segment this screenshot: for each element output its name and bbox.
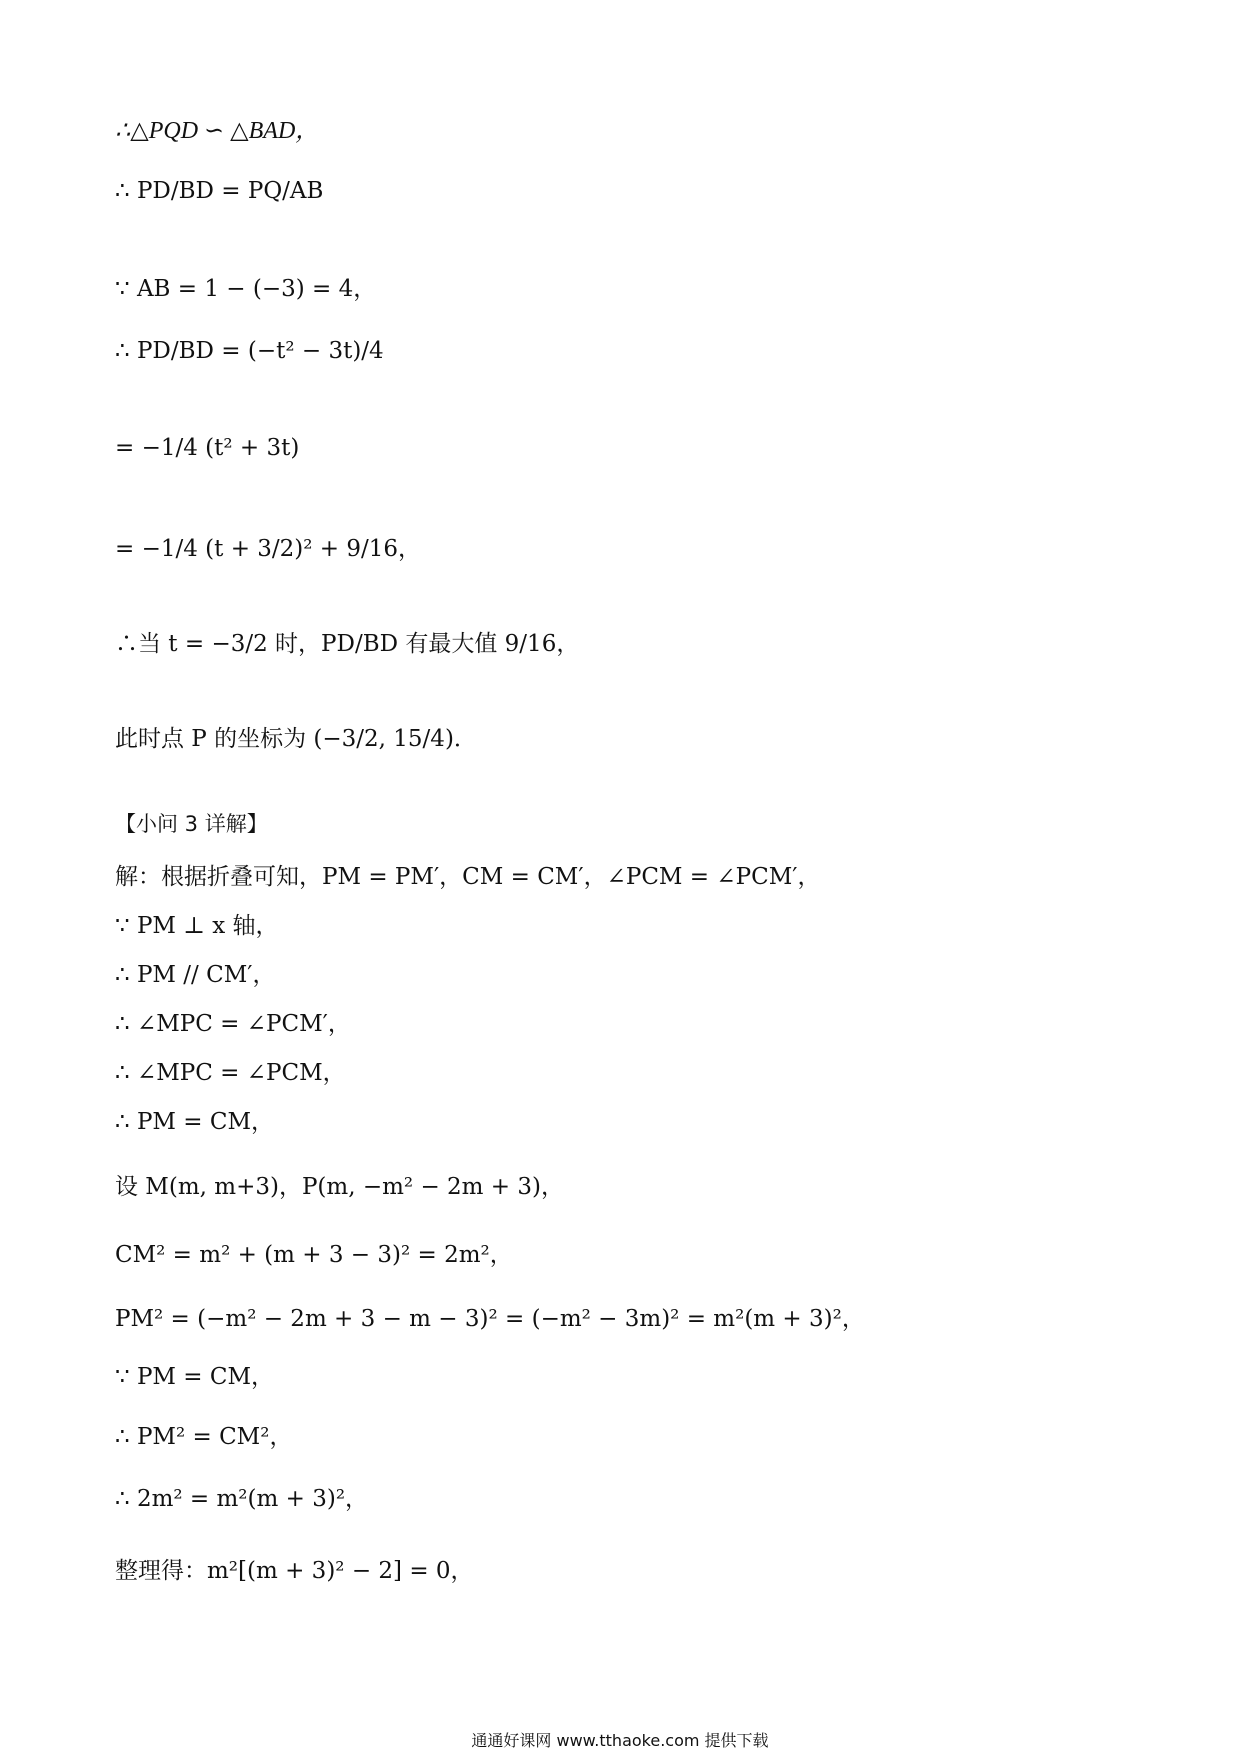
line-10: ∵ PM ⊥ x 轴， (115, 913, 279, 939)
line-9: 解：根据折叠可知，PM = PM′，CM = CM′，∠PCM = ∠PCM′， (115, 864, 821, 890)
line-7: 此时点 P 的坐标为 (−3/2, 15/4)． (115, 726, 477, 752)
line-18: ∵ PM = CM， (115, 1364, 275, 1390)
line-14: ∴ PM = CM， (115, 1109, 275, 1135)
line-3: ∴ PD/BD = (−t² − 3t)/4 (115, 338, 384, 364)
line-20: ∴ 2m² = m²(m + 3)²， (115, 1486, 369, 1512)
line-1: ∴ PD/BD = PQ/AB (115, 178, 324, 204)
math-expression: ∴△PQD ∽ △BAD， (115, 118, 320, 144)
line-19: ∴ PM² = CM²， (115, 1424, 293, 1450)
line-15: 设 M(m, m+3)，P(m, −m² − 2m + 3)， (115, 1174, 564, 1200)
line-17: PM² = (−m² − 2m + 3 − m − 3)² = (−m² − 3m)² = m²(m + 3)²， (115, 1306, 865, 1332)
line-4: = −1/4 (t² + 3t) (115, 435, 300, 461)
line-0 (115, 110, 319, 145)
line-16: CM² = m² + (m + 3 − 3)² = 2m²， (115, 1242, 513, 1268)
line-5: = −1/4 (t + 3/2)² + 9/16， (115, 536, 422, 562)
line-13: ∴ ∠MPC = ∠PCM， (115, 1060, 346, 1086)
footer-watermark: 通通好课网 www.tthaoke.com 提供下载 (471, 1731, 769, 1750)
line-2: ∵ AB = 1 − (−3) = 4， (115, 276, 377, 302)
section-heading: 【小问 3 详解】 (115, 812, 268, 836)
line-12: ∴ ∠MPC = ∠PCM′， (115, 1011, 351, 1037)
line-11: ∴ PM // CM′， (115, 962, 276, 988)
line-6: ∴当 t = −3/2 时，PD/BD 有最大值 9/16， (115, 631, 580, 657)
line-21: 整理得：m²[(m + 3)² − 2] = 0， (115, 1558, 474, 1584)
